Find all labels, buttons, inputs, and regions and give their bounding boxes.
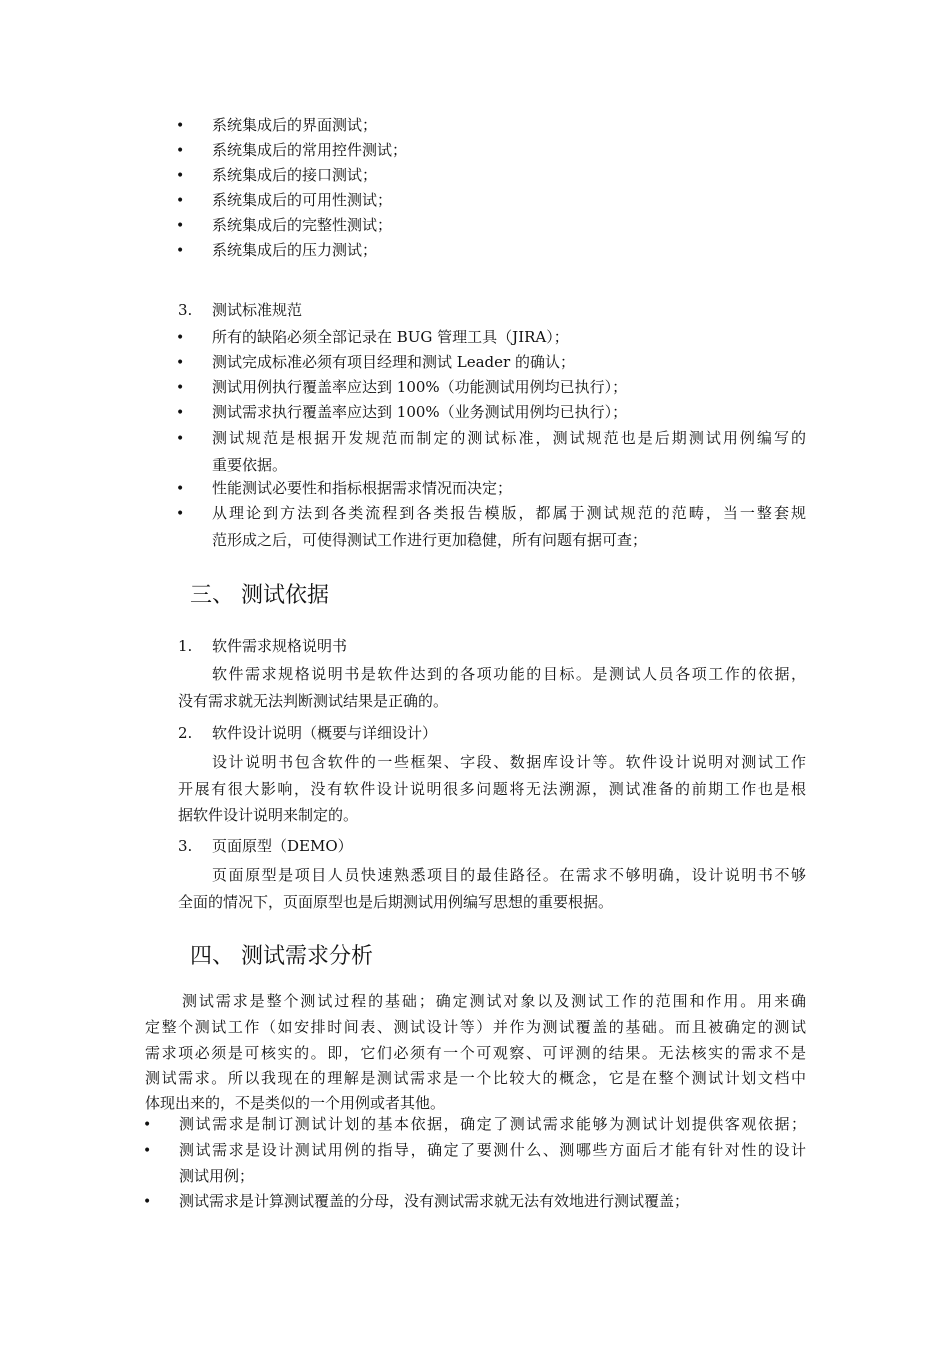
list-item: 所有的缺陷必须全部记录在 BUG 管理工具（JIRA）； <box>212 328 569 346</box>
list-item: 系统集成后的压力测试； <box>212 241 378 259</box>
paragraph-line: 测试需求。所以我现在的理解是测试需求是一个比较大的概念，它是在整个测试计划文档中 <box>145 1069 806 1087</box>
list-item: 系统集成后的常用控件测试； <box>212 141 408 159</box>
bullet-dot: • <box>143 1143 152 1159</box>
bullet-dot: • <box>176 380 185 396</box>
paragraph-line: 没有需求就无法判断测试结果是正确的。 <box>178 692 449 710</box>
subsection-title: 页面原型（DEMO） <box>212 837 353 855</box>
list-item-continuation: 范形成之后，可使得测试工作进行更加稳健，所有问题有据可查； <box>212 531 648 549</box>
section-heading: 四、 测试需求分析 <box>190 944 373 969</box>
bullet-dot: • <box>176 168 185 184</box>
bullet-dot: • <box>143 1194 152 1210</box>
subsection-title: 软件需求规格说明书 <box>212 637 348 655</box>
list-item: 测试需求是制订测试计划的基本依据，确定了测试需求能够为测试计划提供客观依据； <box>179 1115 806 1133</box>
paragraph-line: 体现出来的，不是类似的一个用例或者其他。 <box>145 1094 446 1112</box>
bullet-dot: • <box>176 330 185 346</box>
bullet-dot: • <box>176 243 185 259</box>
bullet-dot: • <box>176 355 185 371</box>
subsection-number: 1. <box>178 637 193 655</box>
paragraph-line: 据软件设计说明来制定的。 <box>178 806 359 824</box>
bullet-dot: • <box>176 405 185 421</box>
list-item: 系统集成后的可用性测试； <box>212 191 393 209</box>
section-heading: 三、 测试依据 <box>190 583 329 608</box>
list-item: 测试需求是计算测试覆盖的分母，没有测试需求就无法有效地进行测试覆盖； <box>179 1192 690 1210</box>
paragraph-line: 软件需求规格说明书是软件达到的各项功能的目标。是测试人员各项工作的依据， <box>212 665 806 683</box>
paragraph-line: 测试需求是整个测试过程的基础；确定测试对象以及测试工作的范围和作用。用来确 <box>182 992 806 1010</box>
paragraph-line: 开展有很大影响，没有软件设计说明很多问题将无法溯源，测试准备的前期工作也是根 <box>178 780 806 798</box>
paragraph-line: 页面原型是项目人员快速熟悉项目的最佳路径。在需求不够明确，设计说明书不够 <box>212 866 806 884</box>
subsection-title: 软件设计说明（概要与详细设计） <box>212 724 438 742</box>
bullet-dot: • <box>176 481 185 497</box>
paragraph-line: 全面的情况下，页面原型也是后期测试用例编写思想的重要根据。 <box>178 893 614 911</box>
bullet-dot: • <box>176 431 185 447</box>
bullet-dot: • <box>176 118 185 134</box>
subsection-number: 3. <box>178 837 193 855</box>
standards-title: 测试标准规范 <box>212 301 303 319</box>
list-item: 系统集成后的界面测试； <box>212 116 378 134</box>
list-item: 系统集成后的完整性测试； <box>212 216 393 234</box>
list-item: 测试完成标准必须有项目经理和测试 Leader 的确认； <box>212 353 575 371</box>
bullet-dot: • <box>176 143 185 159</box>
list-item-continuation: 重要依据。 <box>212 456 288 474</box>
bullet-dot: • <box>143 1117 152 1133</box>
list-item: 测试规范是根据开发规范而制定的测试标准，测试规范也是后期测试用例编写的 <box>212 429 806 447</box>
list-item: 系统集成后的接口测试； <box>212 166 378 184</box>
list-item: 性能测试必要性和指标根据需求情况而决定； <box>212 479 513 497</box>
bullet-dot: • <box>176 193 185 209</box>
bullet-dot: • <box>176 218 185 234</box>
list-item: 测试用例执行覆盖率应达到 100%（功能测试用例均已执行）； <box>212 378 628 396</box>
list-item: 从理论到方法到各类流程到各类报告模版，都属于测试规范的范畴，当一整套规 <box>212 504 806 522</box>
paragraph-line: 需求项必须是可核实的。即，它们必须有一个可观察、可评测的结果。无法核实的需求不是 <box>145 1044 806 1062</box>
bullet-dot: • <box>176 506 185 522</box>
paragraph-line: 设计说明书包含软件的一些框架、字段、数据库设计等。软件设计说明对测试工作 <box>212 753 806 771</box>
standards-number: 3. <box>178 301 193 319</box>
list-item: 测试需求是设计测试用例的指导，确定了要测什么、测哪些方面后才能有针对性的设计 <box>179 1141 806 1159</box>
paragraph-line: 定整个测试工作（如安排时间表、测试设计等）并作为测试覆盖的基础。而且被确定的测试 <box>145 1018 806 1036</box>
subsection-number: 2. <box>178 724 193 742</box>
list-item-continuation: 测试用例； <box>179 1167 255 1185</box>
list-item: 测试需求执行覆盖率应达到 100%（业务测试用例均已执行）； <box>212 403 628 421</box>
